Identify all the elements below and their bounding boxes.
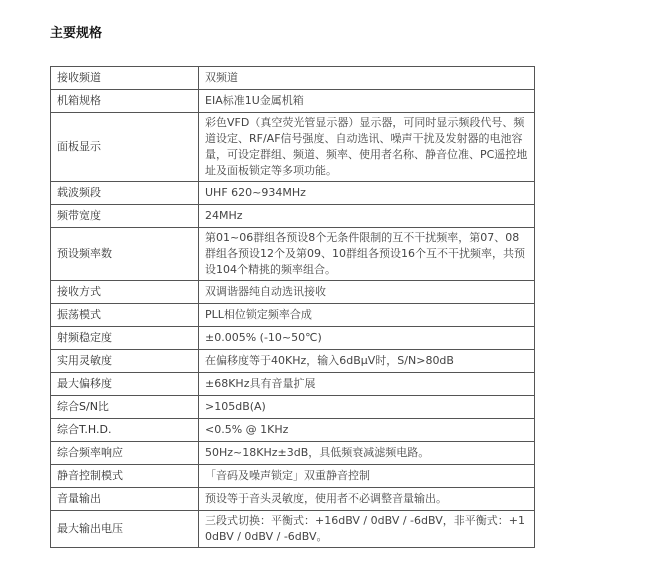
- spec-label: 接收频道: [51, 67, 199, 90]
- table-row: [51, 182, 535, 205]
- spec-value: 「音码及噪声锁定」双重静音控制: [199, 465, 535, 488]
- table-row: [51, 113, 535, 182]
- spec-label: 音量输出: [51, 488, 199, 511]
- spec-table-body: [51, 67, 535, 548]
- spec-label: 综合T.H.D.: [51, 419, 199, 442]
- table-row: [51, 488, 535, 511]
- table-row: [51, 465, 535, 488]
- spec-label: 机箱规格: [51, 90, 199, 113]
- spec-value: UHF 620~934MHz: [199, 182, 535, 205]
- spec-label: 最大输出电压: [51, 511, 199, 548]
- spec-label: 静音控制模式: [51, 465, 199, 488]
- spec-value: 双频道: [199, 67, 535, 90]
- table-row: [51, 419, 535, 442]
- spec-label: 频带宽度: [51, 205, 199, 228]
- spec-value: 50Hz~18KHz±3dB，具低频衰减滤频电路。: [199, 442, 535, 465]
- spec-label: 综合频率响应: [51, 442, 199, 465]
- spec-value: >105dB(A): [199, 396, 535, 419]
- spec-label: 预设频率数: [51, 228, 199, 281]
- table-row: [51, 511, 535, 548]
- spec-value: 双调谐器纯自动选讯接收: [199, 281, 535, 304]
- spec-label: 载波频段: [51, 182, 199, 205]
- spec-value: <0.5% @ 1KHz: [199, 419, 535, 442]
- spec-value: 第01~06群组各预设8个无条件限制的互不干扰频率，第07、08群组各预设12个及第09、10群组各预设16个互不干扰频率，共预设104个精挑的频率组合。: [199, 228, 535, 281]
- spec-value: 24MHz: [199, 205, 535, 228]
- table-row: [51, 205, 535, 228]
- table-row: [51, 304, 535, 327]
- spec-value: PLL相位锁定频率合成: [199, 304, 535, 327]
- page-title: 主要规格: [50, 26, 103, 41]
- spec-label: 接收方式: [51, 281, 199, 304]
- spec-value: EIA标准1U金属机箱: [199, 90, 535, 113]
- spec-value: 预设等于音头灵敏度，使用者不必调整音量输出。: [199, 488, 535, 511]
- spec-label: 综合S/N比: [51, 396, 199, 419]
- spec-value: 彩色VFD（真空荧光管显示器）显示器，可同时显示频段代号、频道设定、RF/AF信号强度、自动选讯、噪声干扰及发射器的电池容量，可设定群组、频道、频率、使用者名称、静音位准、PC遥控地址及面板锁定等多项功能。: [199, 113, 535, 182]
- table-row: [51, 281, 535, 304]
- table-row: [51, 90, 535, 113]
- table-row: [51, 67, 535, 90]
- table-row: [51, 228, 535, 281]
- spec-value: 三段式切换：平衡式：+16dBV / 0dBV / -6dBV，非平衡式：+10dBV / 0dBV / -6dBV。: [199, 511, 535, 548]
- table-row: [51, 373, 535, 396]
- spec-value: 在偏移度等于40KHz，输入6dBμV时，S/N>80dB: [199, 350, 535, 373]
- spec-label: 实用灵敏度: [51, 350, 199, 373]
- table-row: [51, 327, 535, 350]
- spec-label: 面板显示: [51, 113, 199, 182]
- spec-value: ±68KHz具有音量扩展: [199, 373, 535, 396]
- table-row: [51, 442, 535, 465]
- table-row: [51, 396, 535, 419]
- spec-table: [50, 66, 535, 548]
- spec-label: 振荡模式: [51, 304, 199, 327]
- spec-label: 射频稳定度: [51, 327, 199, 350]
- spec-label: 最大偏移度: [51, 373, 199, 396]
- table-row: [51, 350, 535, 373]
- spec-value: ±0.005% (-10~50℃): [199, 327, 535, 350]
